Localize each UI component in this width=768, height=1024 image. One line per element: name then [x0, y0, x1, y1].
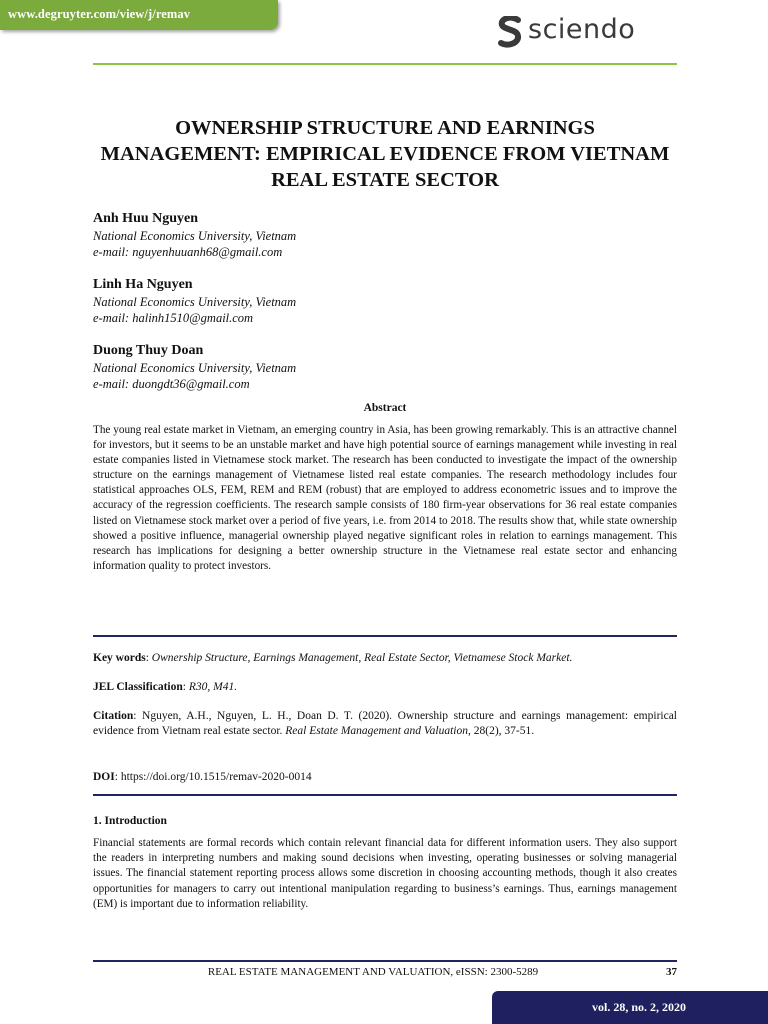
keywords-value: Ownership Structure, Earnings Management, Real Estate Sector, Vietnamese Stock Market.	[151, 652, 573, 664]
paper-title: OWNERSHIP STRUCTURE AND EARNINGS MANAGEMENT: EMPIRICAL EVIDENCE FROM VIETNAM REAL ESTATE SECTOR	[100, 117, 670, 191]
author-email: e-mail: duongdt36@gmail.com	[93, 377, 250, 391]
citation-authors: Nguyen, A.H., Nguyen, L. H., Doan D. T. (2020). Ownership structure and earnings management: empirical evidence from Vietnam real estate sector.	[93, 710, 678, 738]
author-affiliation: National Economics University, Vietnam	[93, 295, 297, 309]
section-heading: 1. Introduction	[93, 815, 167, 827]
author-affiliation: National Economics University, Vietnam	[93, 361, 297, 375]
author-name: Duong Thuy Doan	[93, 343, 204, 358]
introduction-text: Financial statements are formal records which contain relevant financial data for different information users. They also support the readers in interpreting numbers and making sound decisions when investing, operating businesses or solving managerial issues. The financial statement reporting process allows some discretion in choosing accounting methods, though it also creates opportunities for managers to carry out intentional manipulation regarding to business’s earnings. Thus, earnings management (EM) is important due to information reliability.	[93, 837, 677, 910]
journal-url-tab[interactable]	[0, 0, 278, 30]
jel-classification: JEL Classification: R30, M41.	[93, 681, 238, 693]
keywords: Key words: Ownership Structure, Earnings Management, Real Estate Sector, Vietnamese Stock Market.	[93, 652, 573, 664]
author-block	[93, 276, 677, 326]
author-name: Anh Huu Nguyen	[93, 211, 199, 226]
footer-divider	[93, 960, 677, 962]
jel-label: JEL Classification	[93, 681, 183, 693]
header-divider	[93, 63, 677, 65]
citation-details: , 28(2), 37-51.	[467, 725, 535, 738]
author-email: e-mail: halinh1510@gmail.com	[93, 311, 254, 325]
abstract-divider	[93, 635, 677, 637]
author-block	[93, 342, 677, 392]
author-name: Linh Ha Nguyen	[93, 277, 193, 292]
volume-tab	[492, 991, 768, 1024]
author-list	[93, 210, 677, 408]
journal-url[interactable]: www.degruyter.com/view/j/remav	[8, 7, 191, 21]
citation-journal: Real Estate Management and Valuation	[285, 725, 468, 738]
author-email: e-mail: nguyenhuuanh68@gmail.com	[93, 245, 283, 259]
doi: DOI: https://doi.org/10.1515/remav-2020-0014	[93, 771, 312, 783]
keywords-label: Key words	[93, 652, 146, 664]
doi-label: DOI	[93, 771, 115, 783]
citation: Citation: Nguyen, A.H., Nguyen, L. H., Doan D. T. (2020). Ownership structure and earnings management: empirical evidence from Vietnam real estate sector. Real Estate Management and Valuation, 28(2), 37-51.	[93, 710, 678, 738]
doi-link[interactable]: https://doi.org/10.1515/remav-2020-0014	[120, 771, 312, 783]
sciendo-s-icon	[498, 16, 522, 48]
footer-journal-line: REAL ESTATE MANAGEMENT AND VALUATION, eISSN: 2300-5289	[207, 966, 539, 978]
citation-label: Citation	[93, 710, 134, 722]
page-number: 37	[666, 966, 677, 978]
logo-text: sciendo	[528, 14, 636, 45]
volume-label: vol. 28, no. 2, 2020	[591, 1000, 686, 1014]
author-affiliation: National Economics University, Vietnam	[93, 229, 297, 243]
jel-value: R30, M41.	[188, 681, 238, 693]
author-block	[93, 210, 677, 260]
abstract-heading: Abstract	[363, 402, 407, 414]
abstract-text: The young real estate market in Vietnam, an emerging country in Asia, has been growing remarkably. This is an attractive channel for investors, but it seems to be an unstable market and have high potential source of earnings management while investing in real estate companies listed in Vietnamese stock market. The research has been conducted to investigate the impact of the ownership structure on the earnings management of Vietnamese listed real estate companies. The research methodology includes four statistical approaches OLS, FEM, REM and REM (robust) that are employed to address econometric issues and to improve the accuracy of the regression coefficients. The research sample consists of 180 firm-year observations for 36 real estate companies listed on Vietnamese stock market over a period of five years, i.e. from 2014 to 2018. The results show that, while state ownership showed a positive influence, managerial ownership played negative significant roles in relation to earnings management. This research has implications for designing a better ownership structure in the Vietnamese real estate sector and enhancing information quality to protect investors.	[93, 424, 677, 572]
meta-divider	[93, 794, 677, 796]
